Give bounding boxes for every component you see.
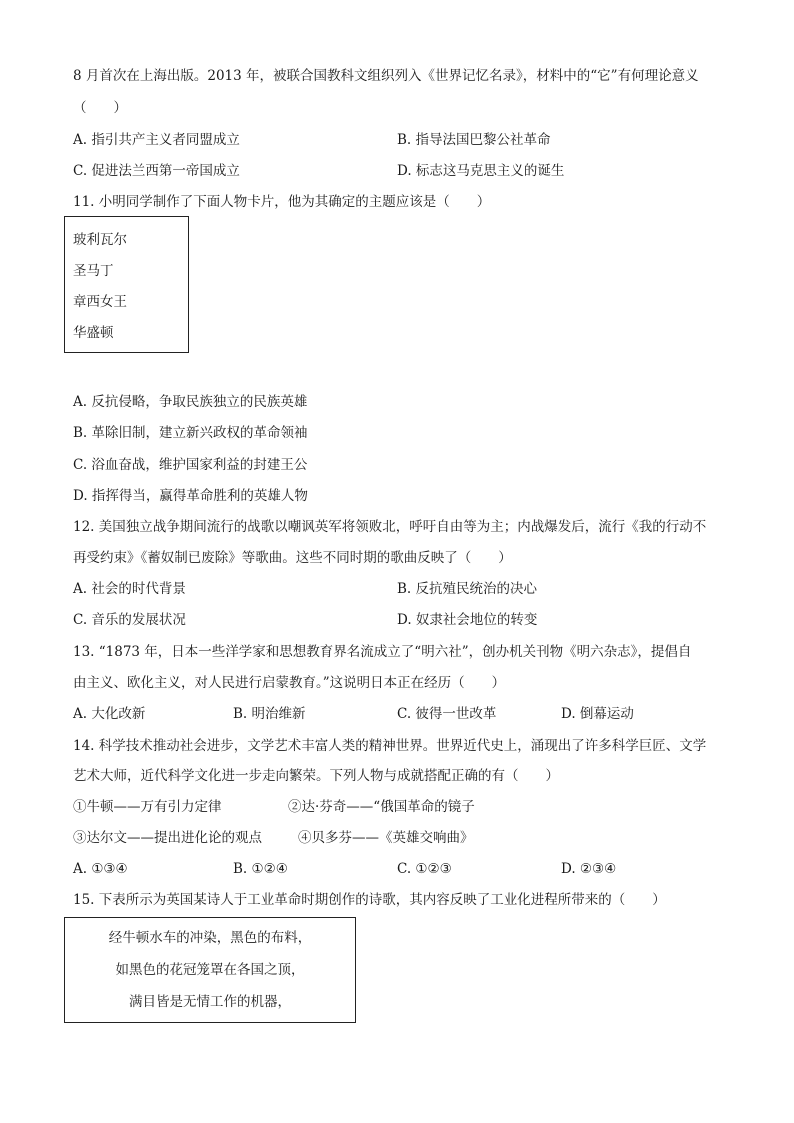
q11-card-name: 圣马丁 xyxy=(73,263,114,279)
q13-option-b: B. 明治维新 xyxy=(233,706,306,722)
q13-option-d: D. 倒幕运动 xyxy=(561,706,634,722)
q14-item-1: ①牛顿——万有引力定律 xyxy=(73,799,222,815)
q11-card-name: 华盛顿 xyxy=(73,325,114,341)
q12-option-c: C. 音乐的发展状况 xyxy=(73,612,186,628)
q15-poem-line: 如黑色的花冠笼罩在各国之顶， xyxy=(115,962,305,978)
q14-item-4: ④贝多芬——《英雄交响曲》 xyxy=(298,830,474,846)
q14-item-2: ②达·芬奇——“俄国革命的镜子 xyxy=(288,799,475,815)
q15-poem-box xyxy=(64,917,356,1023)
q10-option-b: B. 指导法国巴黎公社革命 xyxy=(397,132,551,148)
q12-option-b: B. 反抗殖民统治的决心 xyxy=(397,581,538,597)
q14-item-3: ③达尔文——提出进化论的观点 xyxy=(73,830,262,846)
q14-option-d: D. ②③④ xyxy=(561,861,617,877)
q13-option-c: C. 彼得一世改革 xyxy=(397,706,497,722)
q13-stem-line2: 由主义、欧化主义，对人民进行启蒙教育。”这说明日本正在经历（ ） xyxy=(73,675,506,691)
q14-option-b: B. ①②④ xyxy=(233,861,288,877)
q10-option-d: D. 标志这马克思主义的诞生 xyxy=(397,163,565,179)
q14-stem-line1: 14. 科学技术推动社会进步，文学艺术丰富人类的精神世界。世界近代史上，涌现出了许多科学巨匠、文学 xyxy=(73,738,707,754)
q12-stem-line1: 12. 美国独立战争期间流行的战歌以嘲讽英军将领败北，呼吁自由等为主；内战爆发后，流行《我的行动不 xyxy=(73,519,707,535)
q11-option-b: B. 革除旧制，建立新兴政权的革命领袖 xyxy=(73,425,308,441)
q14-option-a: A. ①③④ xyxy=(73,861,128,877)
q11-option-c: C. 浴血奋战，维护国家利益的封建王公 xyxy=(73,457,308,473)
q13-stem-line1: 13. “1873 年，日本一些洋学家和思想教育界名流成立了“明六社”，创办机关刊物《明六杂志》，提倡自 xyxy=(73,644,692,660)
q10-stem: 8 月首次在上海出版。2013 年，被联合国教科文组织列入《世界记忆名录》，材料中的“它”有何理论意义 xyxy=(73,68,699,84)
q14-option-c: C. ①②③ xyxy=(397,861,452,877)
q12-stem-line2: 再受约束》《蓄奴制已废除》等歌曲。这些不同时期的歌曲反映了（ ） xyxy=(73,550,512,566)
q12-option-a: A. 社会的时代背景 xyxy=(73,581,186,597)
q15-poem-line: 经牛顿水车的冲染，黑色的布料， xyxy=(108,930,312,946)
q12-option-d: D. 奴隶社会地位的转变 xyxy=(397,612,538,628)
q11-card-name: 章西女王 xyxy=(73,294,127,310)
q10-option-a: A. 指引共产主义者同盟成立 xyxy=(73,132,240,148)
q10-answer-paren: （ ） xyxy=(73,100,127,116)
q15-poem-line: 满目皆是无情工作的机器， xyxy=(129,994,291,1010)
q15-stem: 15. 下表所示为英国某诗人于工业革命时期创作的诗歌，其内容反映了工业化进程所带来的（ ） xyxy=(73,892,666,908)
q11-person-card xyxy=(64,216,189,353)
q11-option-d: D. 指挥得当，赢得革命胜利的英雄人物 xyxy=(73,488,308,504)
q10-option-c: C. 促进法兰西第一帝国成立 xyxy=(73,163,240,179)
q11-stem: 11. 小明同学制作了下面人物卡片，他为其确定的主题应该是（ ） xyxy=(73,194,491,210)
q11-card-name: 玻利瓦尔 xyxy=(73,232,127,248)
q11-option-a: A. 反抗侵略，争取民族独立的民族英雄 xyxy=(73,394,308,410)
q14-stem-line2: 艺术大师，近代科学文化进一步走向繁荣。下列人物与成就搭配正确的有（ ） xyxy=(73,768,559,784)
q13-option-a: A. 大化改新 xyxy=(73,706,146,722)
